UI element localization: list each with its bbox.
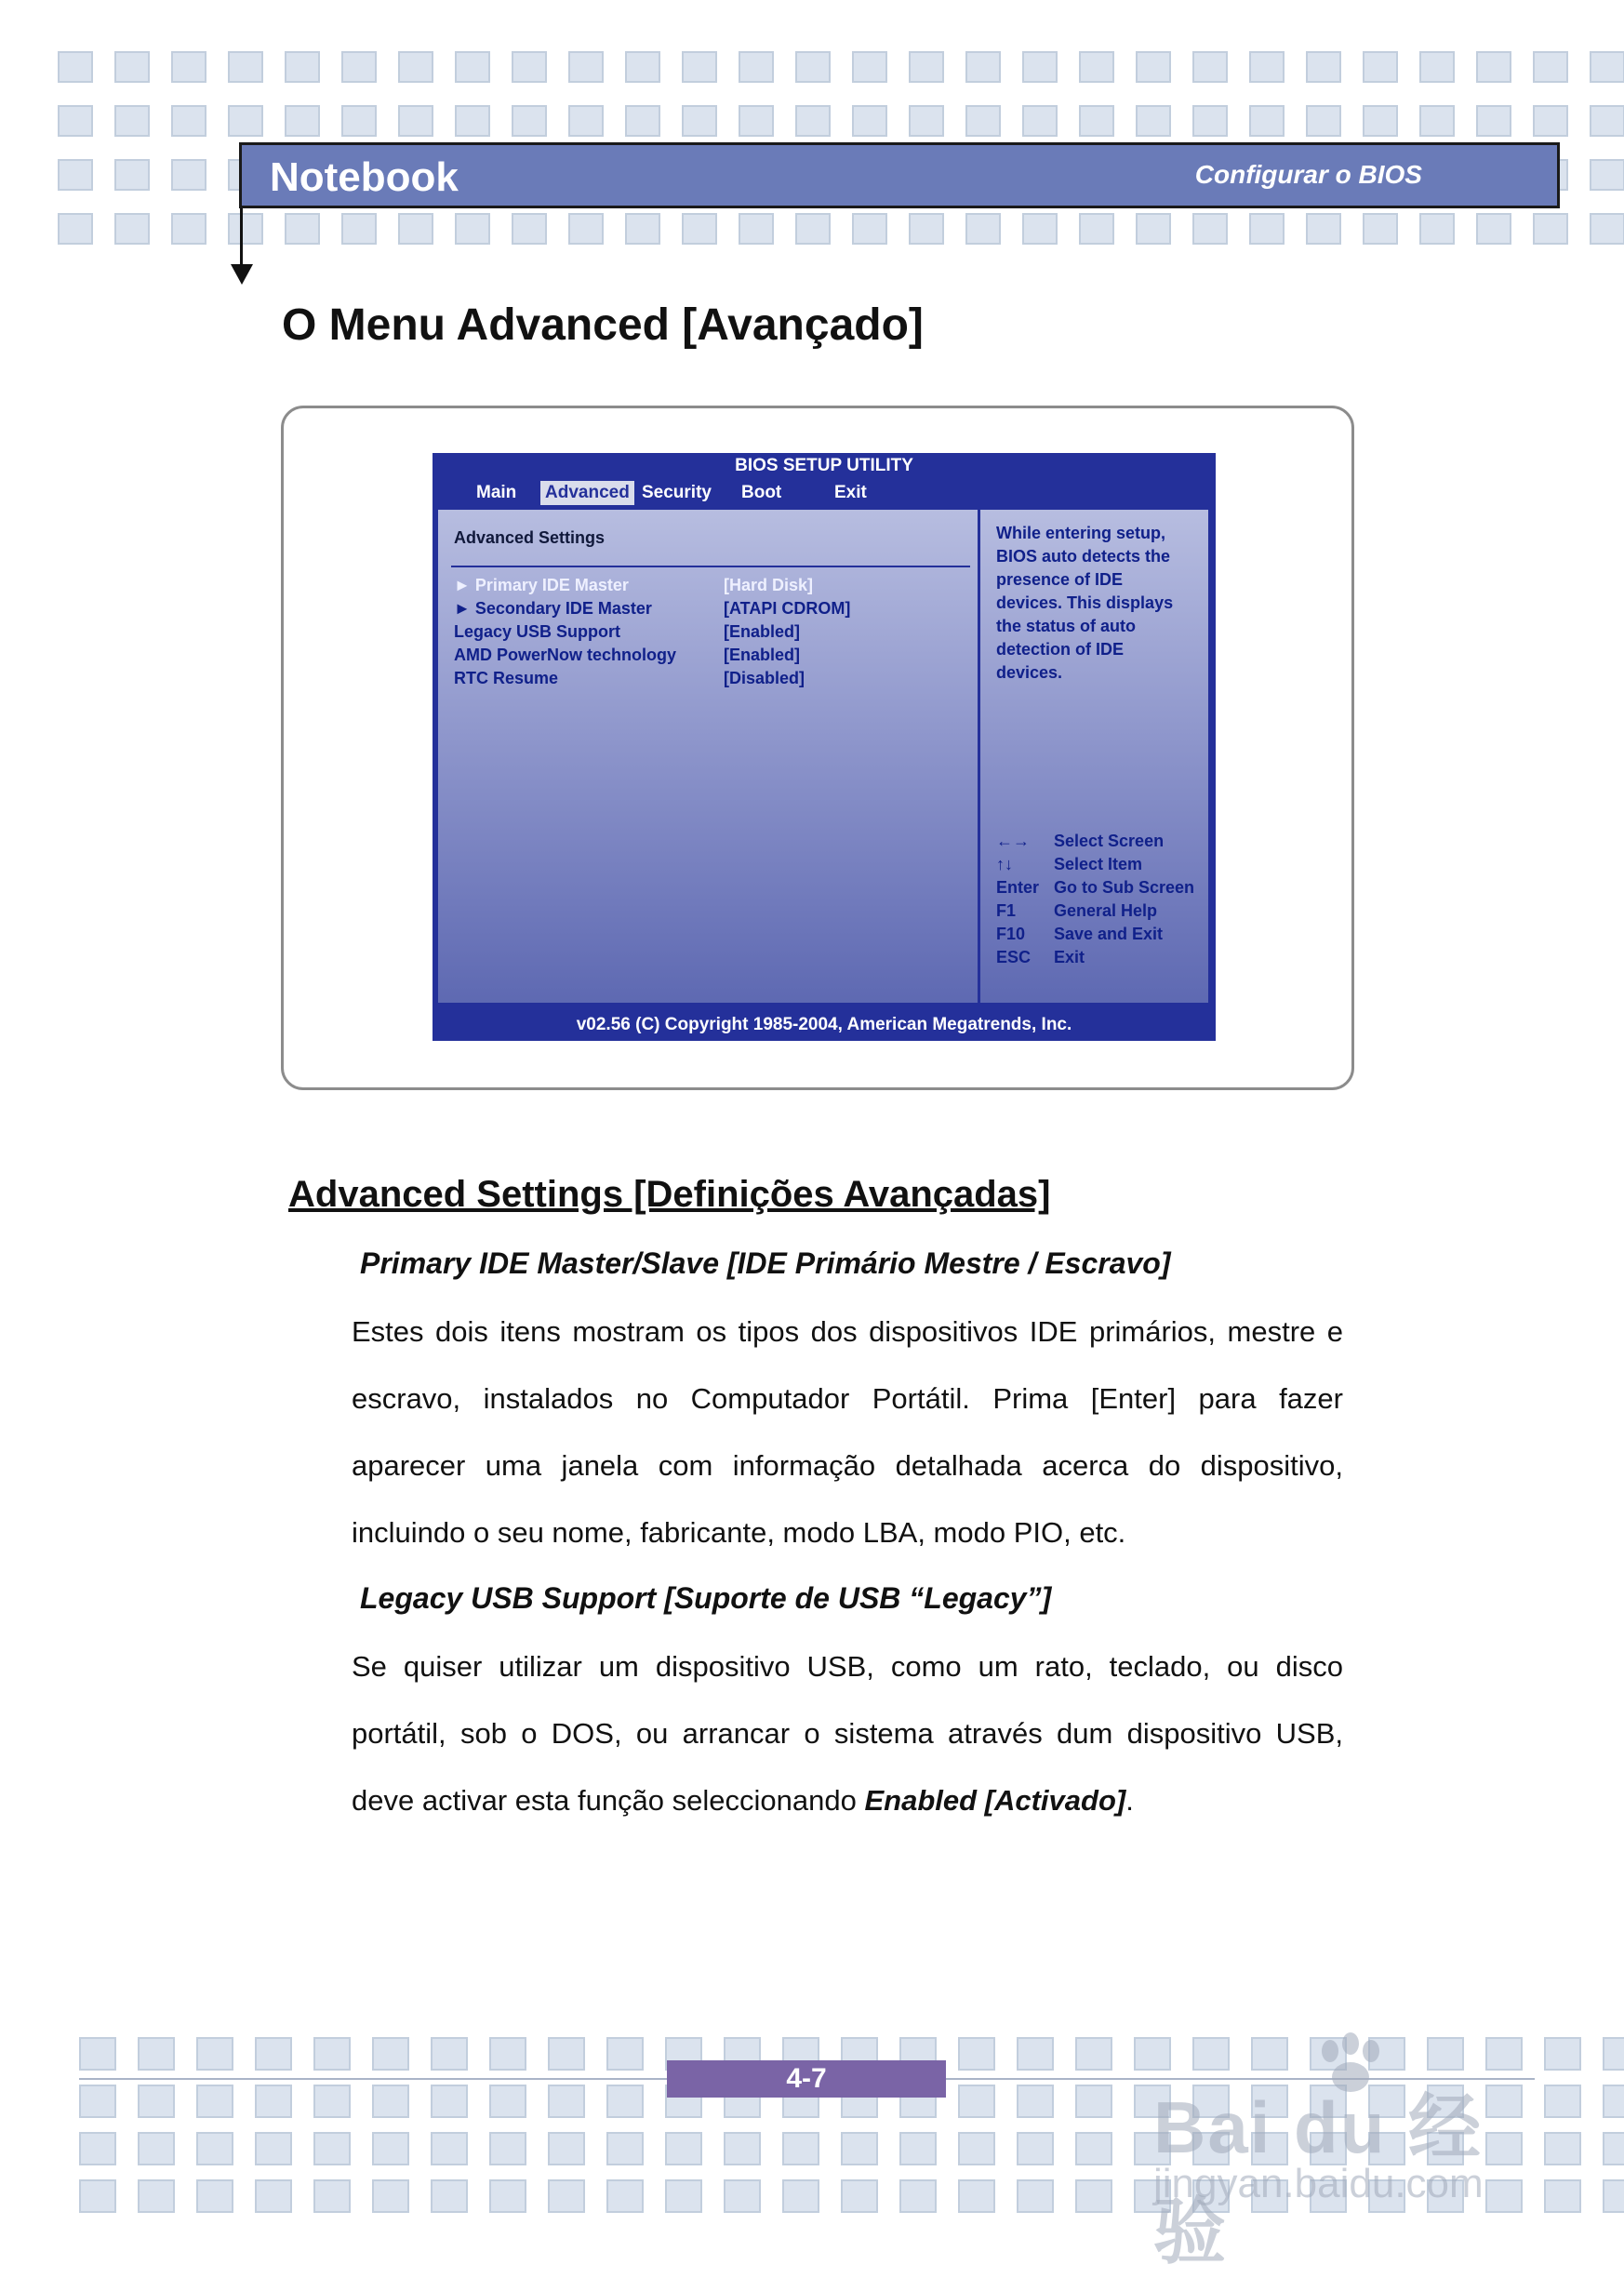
bios-key: ↑↓ — [996, 855, 1013, 873]
decorative-tile — [1017, 2037, 1054, 2071]
bios-tab-bar — [433, 481, 1216, 507]
decorative-tile — [431, 2132, 468, 2165]
decorative-tile — [909, 51, 944, 83]
bios-copyright: v02.56 (C) Copyright 1985-2004, American Megatrends, Inc. — [576, 1015, 1072, 1034]
bios-key-row — [996, 832, 1210, 855]
item-text-legacy-usb-end: . — [1125, 1784, 1134, 1817]
decorative-tile — [1306, 105, 1341, 137]
bios-key-row — [996, 925, 1210, 948]
decorative-tile — [1306, 51, 1341, 83]
bios-tab-exit[interactable]: Exit — [834, 483, 867, 502]
decorative-tile — [841, 2179, 878, 2213]
decorative-tile — [965, 105, 1001, 137]
decorative-tile — [1476, 51, 1511, 83]
decorative-tile — [196, 2037, 233, 2071]
decorative-tile — [255, 2179, 292, 2213]
decorative-tile — [1363, 213, 1398, 245]
item-text-primary-ide: Estes dois itens mostram os tipos dos dispositivos IDE primários, mestre e escravo, instalados no Computador Portátil. Prima [Enter] para fazer aparecer uma janela com informação detalhada acerca do dispositivo, incluindo o seu nome, fabricante, modo LBA, modo PIO, etc. — [352, 1315, 1343, 1549]
decorative-tile — [171, 159, 206, 191]
decorative-tile — [665, 2132, 702, 2165]
decorative-tile — [455, 213, 490, 245]
decorative-tile — [489, 2037, 526, 2071]
decorative-tile — [1017, 2085, 1054, 2118]
decorative-tile — [228, 213, 263, 245]
decorative-tile — [512, 213, 547, 245]
decorative-tile — [724, 2132, 761, 2165]
decorative-tile — [1603, 2037, 1624, 2071]
bios-help-line: presence of IDE — [996, 570, 1124, 589]
decorative-tile — [79, 2179, 116, 2213]
decorative-tile — [58, 159, 93, 191]
decorative-tile — [372, 2085, 409, 2118]
bios-key: ESC — [996, 948, 1032, 966]
decorative-tile — [196, 2132, 233, 2165]
bios-key: F1 — [996, 901, 1017, 920]
decorative-tile — [255, 2085, 292, 2118]
decorative-tile — [1476, 213, 1511, 245]
decorative-tile — [512, 105, 547, 137]
header-title: Notebook — [270, 154, 459, 200]
decorative-tile — [341, 51, 377, 83]
bios-row-value: [Enabled] — [724, 646, 801, 664]
decorative-tile — [909, 105, 944, 137]
bios-row-value: [Hard Disk] — [724, 576, 814, 594]
bios-row-value: [Disabled] — [724, 669, 805, 687]
decorative-tile — [372, 2179, 409, 2213]
bios-section-rule — [451, 566, 970, 567]
bios-row-label: ► Primary IDE Master — [454, 576, 629, 594]
decorative-tile — [1022, 213, 1058, 245]
decorative-tile — [171, 51, 206, 83]
decorative-tile — [1075, 2179, 1112, 2213]
decorative-tile — [228, 51, 263, 83]
page-number: 4-7 — [667, 2060, 946, 2098]
decorative-tile — [398, 105, 433, 137]
decorative-tile — [841, 2132, 878, 2165]
decorative-tile — [625, 213, 660, 245]
decorative-tile — [965, 51, 1001, 83]
bios-key-desc: Go to Sub Screen — [1054, 878, 1195, 897]
decorative-tile — [1022, 105, 1058, 137]
decorative-tile — [171, 105, 206, 137]
bios-section-title: Advanced Settings — [454, 528, 606, 547]
decorative-tile — [489, 2085, 526, 2118]
bios-key-row — [996, 901, 1210, 925]
decorative-tile — [285, 105, 320, 137]
decorative-tile — [548, 2132, 585, 2165]
decorative-tile — [138, 2037, 175, 2071]
decorative-tile — [138, 2132, 175, 2165]
decorative-tile — [58, 213, 93, 245]
decorative-tile — [1590, 213, 1624, 245]
bios-tab-boot[interactable]: Boot — [741, 483, 782, 502]
bios-help-line: detection of IDE — [996, 640, 1125, 659]
decorative-tile — [1017, 2179, 1054, 2213]
bios-tab-advanced[interactable]: Advanced — [540, 481, 634, 505]
decorative-tile — [965, 213, 1001, 245]
decorative-tile — [255, 2037, 292, 2071]
decorative-tile — [1136, 213, 1171, 245]
bios-help-line: devices. — [996, 663, 1063, 682]
decorative-tile — [1590, 105, 1624, 137]
decorative-tile — [1363, 105, 1398, 137]
decorative-tile — [1017, 2132, 1054, 2165]
decorative-tile — [114, 213, 150, 245]
item-heading-primary-ide: Primary IDE Master/Slave [IDE Primário Mestre / Escravo] — [360, 1246, 1171, 1280]
decorative-tile — [665, 2179, 702, 2213]
decorative-tile — [682, 51, 717, 83]
decorative-tile — [285, 213, 320, 245]
decorative-tile — [489, 2132, 526, 2165]
decorative-tile — [196, 2179, 233, 2213]
bios-key-desc: Select Item — [1054, 855, 1143, 873]
decorative-tile — [196, 2085, 233, 2118]
decorative-tile — [568, 51, 604, 83]
decorative-tile — [398, 51, 433, 83]
decorative-tile — [1419, 105, 1455, 137]
decorative-tile — [739, 213, 774, 245]
decorative-tile — [1533, 213, 1568, 245]
bios-help-line: While entering setup, — [996, 524, 1166, 542]
bios-key-desc: Exit — [1054, 948, 1085, 966]
header-arrow-line — [240, 208, 243, 264]
decorative-tile — [1419, 213, 1455, 245]
decorative-tile — [1022, 51, 1058, 83]
decorative-tile — [489, 2179, 526, 2213]
decorative-tile — [313, 2085, 351, 2118]
bios-key-row — [996, 878, 1210, 901]
decorative-tile — [171, 213, 206, 245]
item-text-legacy-usb — [352, 1633, 1343, 1834]
bios-help-line: BIOS auto detects the — [996, 547, 1171, 566]
decorative-tile — [958, 2132, 995, 2165]
decorative-tile — [1075, 2085, 1112, 2118]
decorative-tile — [372, 2132, 409, 2165]
bios-title: BIOS SETUP UTILITY — [735, 456, 913, 475]
bios-body — [435, 507, 1211, 1006]
decorative-tile — [1075, 2132, 1112, 2165]
decorative-tile — [899, 2132, 937, 2165]
bios-help-line: devices. This displays — [996, 593, 1174, 612]
decorative-tile — [1544, 2085, 1581, 2118]
decorative-tile — [909, 213, 944, 245]
decorative-tile — [341, 105, 377, 137]
decorative-tile — [285, 51, 320, 83]
decorative-tile — [455, 51, 490, 83]
decorative-tile — [138, 2179, 175, 2213]
bios-key-desc: Select Screen — [1054, 832, 1165, 850]
decorative-tile — [1192, 105, 1228, 137]
item-text-legacy-usb-emphasis: Enabled [Activado] — [864, 1784, 1126, 1817]
decorative-tile — [79, 2037, 116, 2071]
decorative-tile — [568, 105, 604, 137]
bios-tab-main[interactable]: Main — [476, 483, 517, 502]
decorative-tile — [1079, 213, 1114, 245]
decorative-tile — [1603, 2179, 1624, 2213]
bios-help-text — [996, 522, 1201, 685]
decorative-tile — [79, 2085, 116, 2118]
bios-divider — [978, 510, 980, 1003]
item-heading-legacy-usb: Legacy USB Support [Suporte de USB “Legacy”] — [360, 1581, 1052, 1615]
decorative-tile — [313, 2037, 351, 2071]
decorative-tile — [548, 2179, 585, 2213]
decorative-tile — [455, 105, 490, 137]
down-arrow-icon — [231, 264, 253, 285]
decorative-tile — [512, 51, 547, 83]
decorative-tile — [548, 2085, 585, 2118]
decorative-tile — [606, 2037, 644, 2071]
decorative-tile — [313, 2132, 351, 2165]
header-bar — [239, 142, 1560, 208]
bios-row-label: AMD PowerNow technology — [454, 646, 677, 664]
decorative-tile — [548, 2037, 585, 2071]
bios-help-line: the status of auto — [996, 617, 1137, 635]
decorative-tile — [1079, 51, 1114, 83]
decorative-tile — [1544, 2179, 1581, 2213]
decorative-tile — [852, 51, 887, 83]
decorative-tile — [1533, 51, 1568, 83]
bios-key-row — [996, 948, 1210, 971]
decorative-tile — [958, 2085, 995, 2118]
item-text-legacy-usb-body: Se quiser utilizar um dispositivo USB, como um rato, teclado, ou disco portátil, sob o DOS, ou arrancar o sistema através dum dispositivo USB, deve activar esta função seleccionando — [352, 1650, 1343, 1817]
decorative-tile — [431, 2037, 468, 2071]
watermark-logo: Bai du 经验 — [1153, 2086, 1484, 2272]
decorative-tile — [1476, 105, 1511, 137]
decorative-tile — [782, 2132, 819, 2165]
bios-tab-security[interactable]: Security — [642, 483, 712, 502]
decorative-tile — [372, 2037, 409, 2071]
decorative-tile — [1533, 105, 1568, 137]
decorative-tile — [852, 105, 887, 137]
decorative-tile — [1363, 51, 1398, 83]
decorative-tile — [606, 2132, 644, 2165]
decorative-tile — [1079, 105, 1114, 137]
decorative-tile — [625, 105, 660, 137]
bios-key-legend — [996, 832, 1210, 971]
decorative-tile — [899, 2179, 937, 2213]
decorative-tile — [138, 2085, 175, 2118]
decorative-tile — [58, 51, 93, 83]
decorative-tile — [795, 51, 831, 83]
decorative-tile — [1249, 105, 1285, 137]
bios-key-desc: General Help — [1054, 901, 1158, 920]
bios-row-label: ► Secondary IDE Master — [454, 599, 652, 618]
decorative-tile — [1603, 2085, 1624, 2118]
bios-row-value: [ATAPI CDROM] — [724, 599, 851, 618]
decorative-tile — [79, 2132, 116, 2165]
decorative-tile — [1544, 2132, 1581, 2165]
watermark-url: jingyan.baidu.com — [1153, 2161, 1484, 2206]
decorative-tile — [958, 2179, 995, 2213]
decorative-tile — [255, 2132, 292, 2165]
decorative-tile — [114, 105, 150, 137]
bios-row-label: RTC Resume — [454, 669, 559, 687]
decorative-tile — [1590, 51, 1624, 83]
decorative-tile — [313, 2179, 351, 2213]
decorative-tile — [1192, 51, 1228, 83]
decorative-tile — [114, 51, 150, 83]
page-title: O Menu Advanced [Avançado] — [282, 300, 924, 350]
decorative-tile — [724, 2179, 761, 2213]
decorative-tile — [398, 213, 433, 245]
bios-screenshot — [433, 453, 1216, 1041]
decorative-tile — [1419, 51, 1455, 83]
decorative-tile — [606, 2085, 644, 2118]
decorative-tile — [431, 2085, 468, 2118]
decorative-tile — [606, 2179, 644, 2213]
decorative-tile — [795, 105, 831, 137]
decorative-tile — [958, 2037, 995, 2071]
decorative-tile — [1249, 51, 1285, 83]
header-section-title: Configurar o BIOS — [1194, 160, 1422, 189]
decorative-tile — [625, 51, 660, 83]
decorative-tile — [795, 213, 831, 245]
decorative-tile — [1544, 2037, 1581, 2071]
decorative-tile — [1192, 213, 1228, 245]
bios-row-value: [Enabled] — [724, 622, 801, 641]
bios-key: ←→ — [996, 832, 1030, 850]
decorative-tile — [1136, 51, 1171, 83]
decorative-tile — [431, 2179, 468, 2213]
decorative-tile — [1306, 213, 1341, 245]
bios-row-label: Legacy USB Support — [454, 622, 621, 641]
decorative-tile — [114, 159, 150, 191]
decorative-tile — [1075, 2037, 1112, 2071]
decorative-tile — [1603, 2132, 1624, 2165]
bios-key: Enter — [996, 878, 1040, 897]
decorative-tile — [228, 105, 263, 137]
bios-key-desc: Save and Exit — [1054, 925, 1164, 943]
decorative-tile — [1249, 213, 1285, 245]
decorative-tile — [682, 105, 717, 137]
decorative-tile — [852, 213, 887, 245]
decorative-tile — [341, 213, 377, 245]
section-heading: Advanced Settings [Definições Avançadas] — [288, 1174, 1051, 1215]
decorative-tile — [739, 105, 774, 137]
decorative-tile — [1136, 105, 1171, 137]
bios-key: F10 — [996, 925, 1026, 943]
decorative-tile — [682, 213, 717, 245]
baidu-watermark — [1153, 2032, 1544, 2272]
bios-key-row — [996, 855, 1210, 878]
decorative-tile — [782, 2179, 819, 2213]
decorative-tile — [739, 51, 774, 83]
decorative-tile — [1590, 159, 1624, 191]
decorative-tile — [58, 105, 93, 137]
decorative-tile — [568, 213, 604, 245]
